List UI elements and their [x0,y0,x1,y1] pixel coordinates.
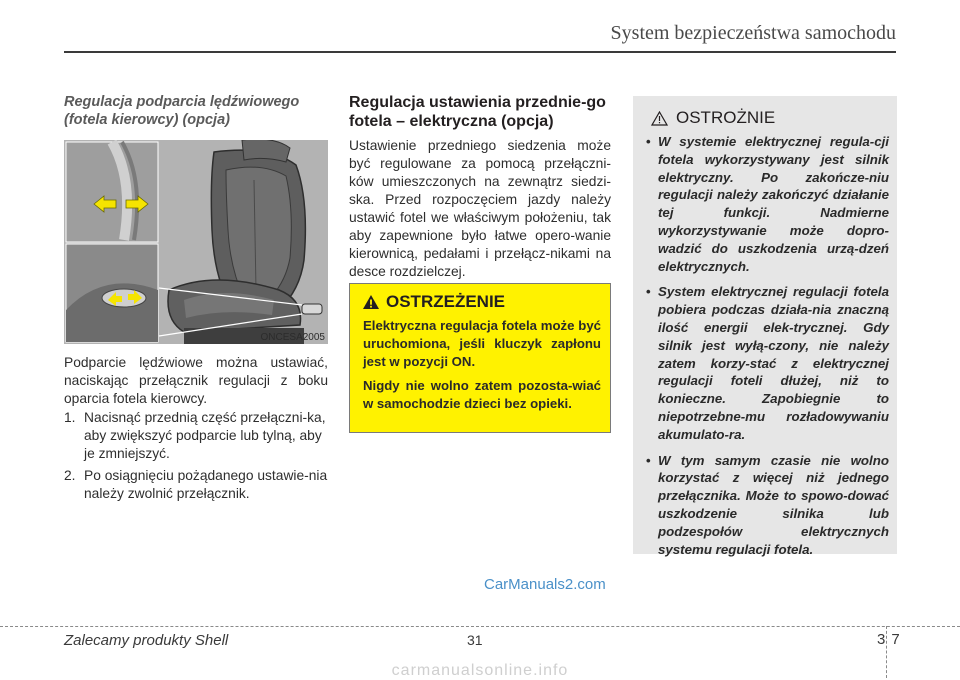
caution-item-text: System elektrycznej regulacji fotela pobiera podczas działa-nia znaczną ilość energii elek-trycznej. Gdy silnik jest wyłą-czony, nie należy zatem korzy-stać z elektrycznej regulacji foteli dłużej, niż to konieczne. Zapobiegnie to niepotrzebne-mu rozładowywaniu akumulato-ra. [658,284,889,442]
caution-title [651,108,775,128]
footer-sheet-number: 31 [467,632,483,648]
step-item [64,467,328,503]
warning-title-text: OSTRZEŻENIE [386,292,506,311]
lumbar-steps [64,409,328,507]
footer-rule [0,626,960,627]
bullet: • [646,452,651,468]
bullet: • [646,134,651,149]
seat-illustration [64,140,328,344]
step-item [64,409,328,463]
bullet: • [646,284,651,300]
header-rule [64,51,896,53]
lumbar-support-heading: Regulacja podparcia lędźwiowego (fotela kierowcy) (opcja) [64,94,300,128]
lumbar-paragraph: Podparcie lędźwiowe można ustawiać, naciskając przełącznik regulacji z boku oparcia fotela kierowcy. [64,355,328,406]
warning-text-2: Nigdy nie wolno zatem pozosta-wiać w samochodzie dzieci bez opieki. [363,378,601,411]
running-header-title: System bezpieczeństwa samochodu [610,22,896,44]
bottom-watermark: carmanualsonline.info [391,662,569,679]
caution-item [643,452,889,559]
seat-drawing [64,140,328,344]
step-number: 1. [64,410,76,425]
caution-box [633,96,897,557]
watermark-link[interactable]: CarManuals2.com [484,576,606,593]
figure-code: ONCESA2005 [260,332,325,343]
power-seat-paragraph: Ustawienie przedniego siedzenia może być regulowane za pomocą przełączni-ków umieszczonych na zewnątrz siedzi-ska. Przed rozpoczęciem jazdy należy ustawić fotel we właściwym położeniu, tak aby zapewnione było łatwe opero-wanie kierownicą, pedałami i przełącz-nikami na desce rozdzielczej. [349,138,611,279]
caution-triangle-icon [651,111,668,126]
footer-slogan: Zalecamy produkty Shell [64,632,229,649]
warning-title [362,292,505,312]
caution-title-text: OSTROŻNIE [676,108,776,127]
step-text: Po osiągnięciu pożądanego ustawie-nia należy zwolnić przełącznik. [84,468,328,501]
page-number: 37 [877,631,906,648]
caution-item-text: W systemie elektrycznej regula-cji fotela wykorzystywany jest silnik elektryczny. Po zakończe-niu regulacji należy zakończyć działanie tej funkcji. Nadmierne wykorzystywanie może dopro-wadzić do uszkodzenia urzą-dzeń elektrycznych. [658,134,889,274]
caution-item [643,283,889,443]
caution-item-text: W tym samym czasie nie wolno korzystać z więcej niż jednego przełącznika. Może to spowo-dować uszkodzenie silnika lub podzespołów elektrycznych systemu regulacji fotela. [658,452,889,557]
caution-item [643,133,889,275]
power-seat-heading: Regulacja ustawienia przednie-go fotela – elektryczna (opcja) [349,94,606,130]
step-text: Nacisnąć przednią część przełączni-ka, aby zwiększyć podparcie lub tylną, aby je zmniejszyć. [84,410,326,461]
step-number: 2. [64,468,76,483]
warning-triangle-icon [362,294,380,310]
warning-text-1: Elektryczna regulacja fotela może być uruchomiona, jeśli kluczyk zapłonu jest w pozycji ON. [363,318,601,369]
warning-box [349,283,611,433]
caution-list [643,133,889,566]
